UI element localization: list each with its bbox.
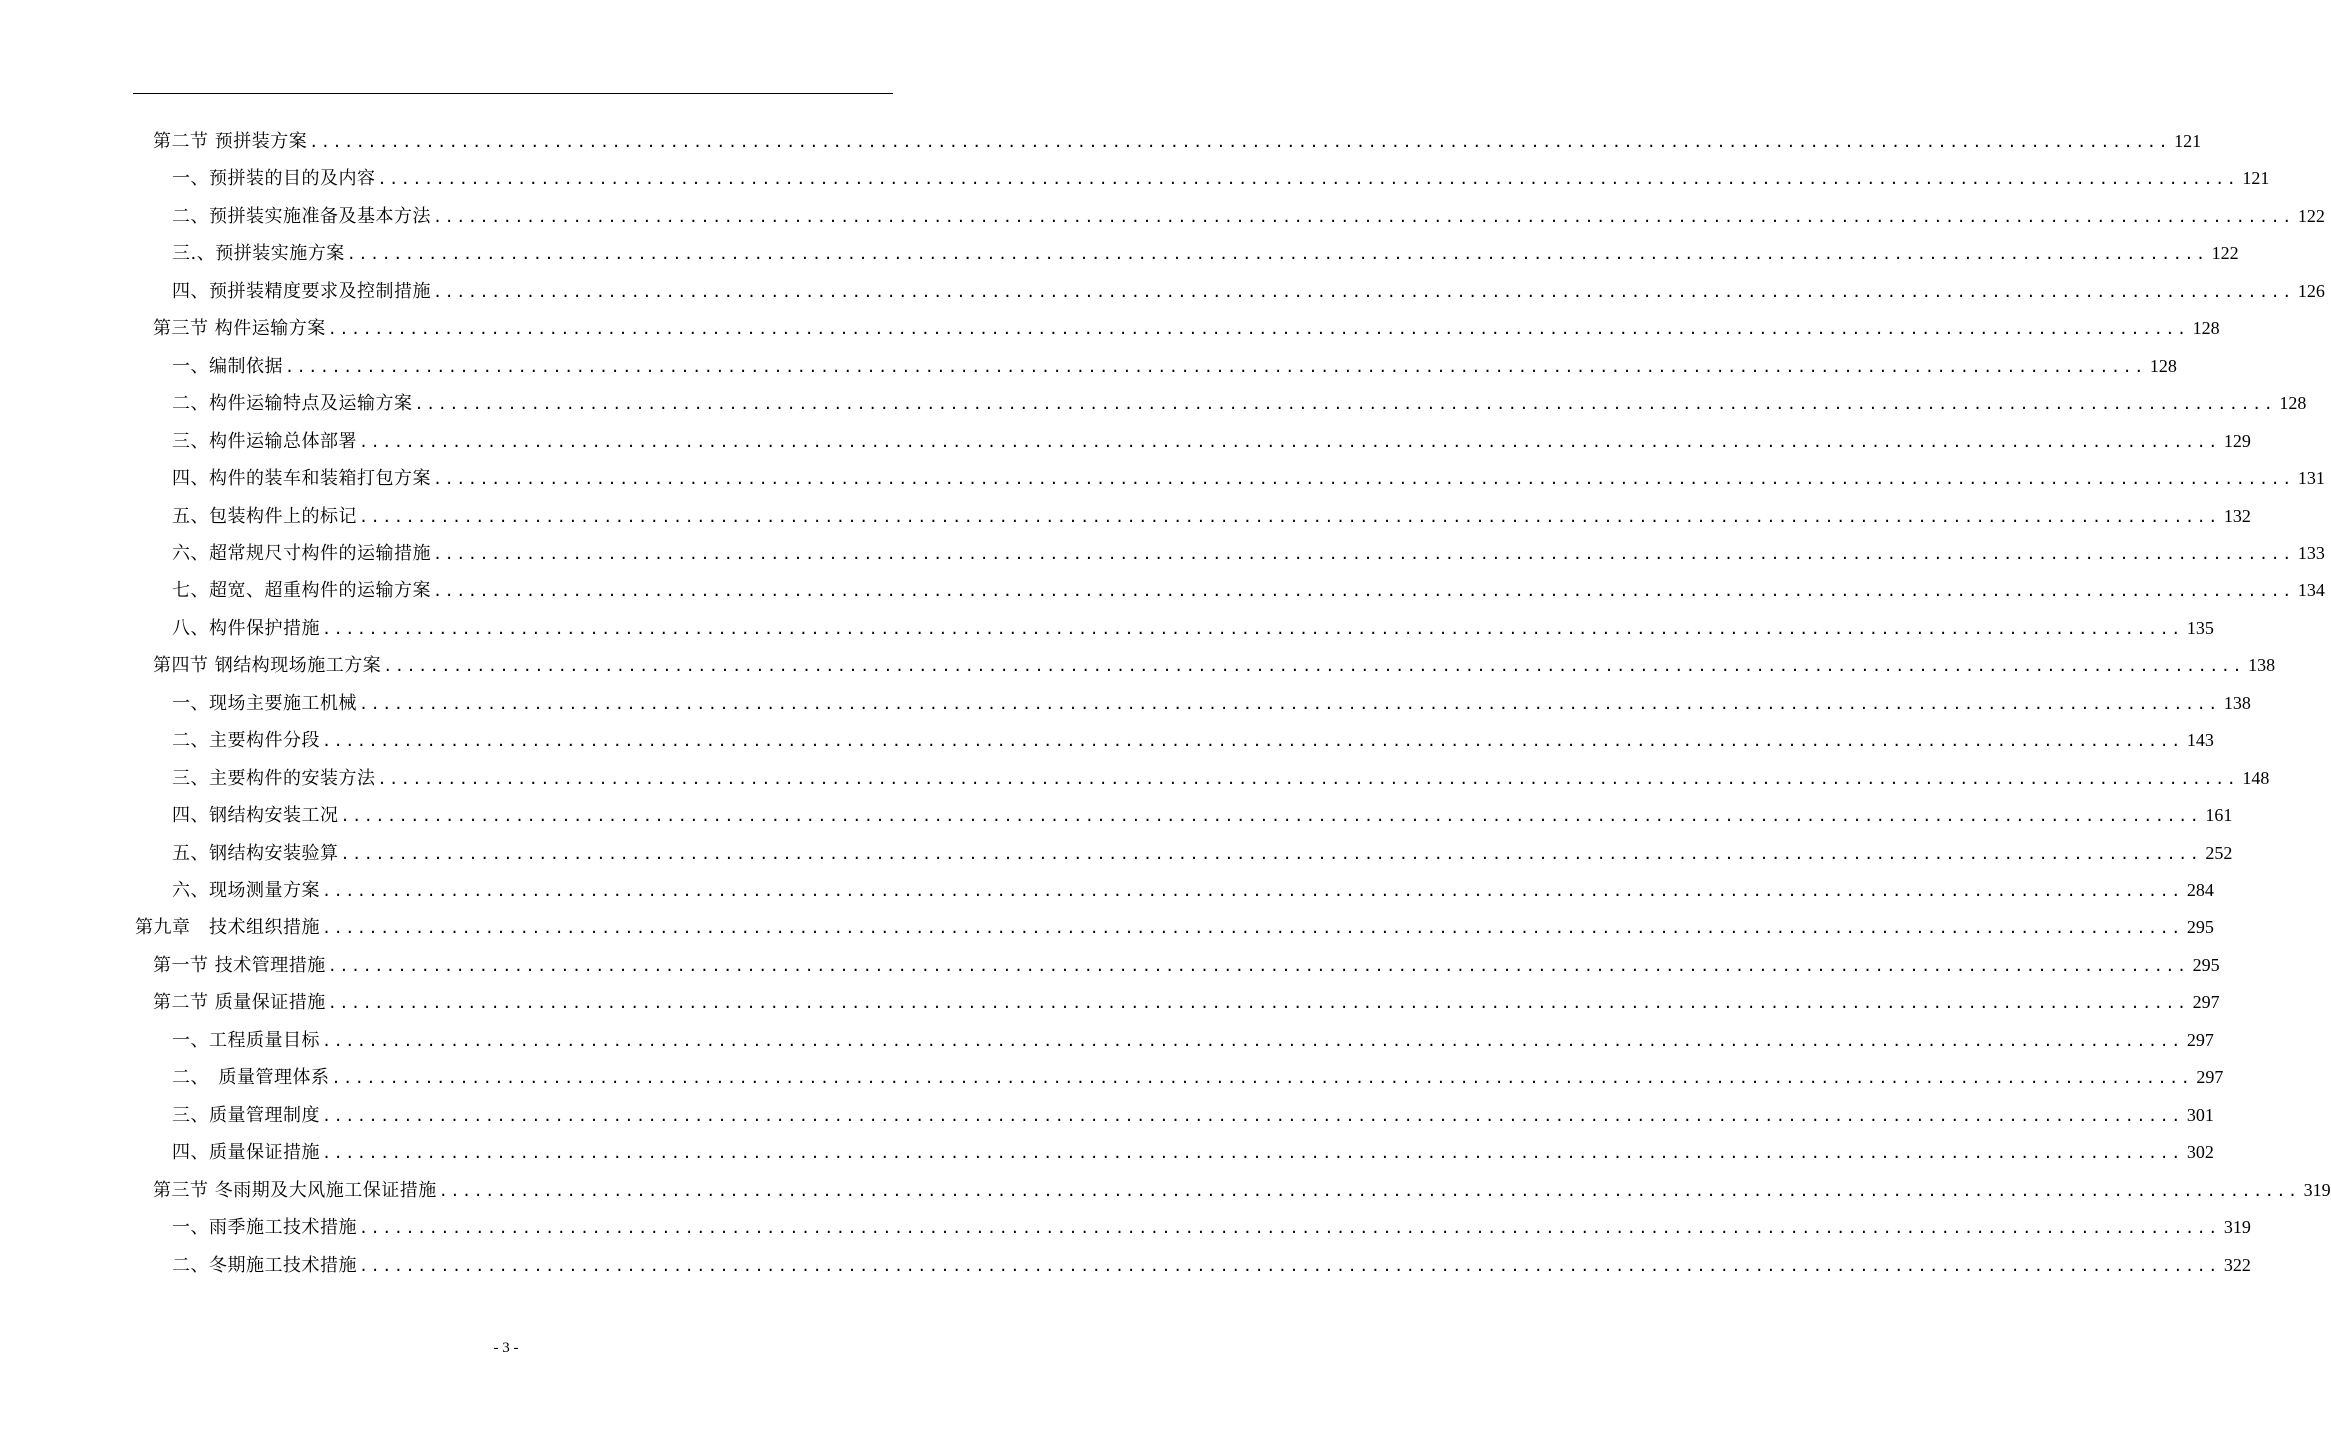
toc-entry-title: 五、包装构件上的标记: [172, 506, 357, 527]
toc-entry[interactable]: [172, 722, 2214, 758]
toc-entry[interactable]: [172, 835, 2233, 871]
toc-entry-page: 297: [2192, 992, 2220, 1012]
toc-leader-dots: ................................................................................................................................................................: [359, 433, 2220, 451]
toc-entry-title: 四、预拼装精度要求及控制措施: [172, 281, 431, 302]
toc-entry-page: 131: [2297, 468, 2325, 488]
toc-entry[interactable]: [172, 685, 2251, 721]
toc-entry-title: 二、主要构件分段: [172, 730, 320, 751]
toc-entry-page: 126: [2297, 281, 2325, 301]
toc-entry[interactable]: [153, 1172, 2331, 1208]
toc-entry-title: 第三节 冬雨期及大风施工保证措施: [153, 1180, 437, 1201]
toc-entry-page: 122: [2297, 206, 2325, 226]
toc-entry-page: 128: [2279, 393, 2307, 413]
header-rule: [133, 93, 893, 94]
toc-entry-page: 302: [2186, 1142, 2214, 1162]
toc-entry-title: 第一节 技术管理措施: [153, 955, 326, 976]
toc-entry-title: 三、质量管理制度: [172, 1105, 320, 1126]
toc-entry-title: 六、现场测量方案: [172, 880, 320, 901]
toc-leader-dots: ................................................................................................................................................................: [359, 1257, 2220, 1275]
toc-entry-title: 二、预拼装实施准备及基本方法: [172, 206, 431, 227]
toc-entry-page: 138: [2223, 693, 2251, 713]
toc-entry-title: 第九章 技术组织措施: [135, 917, 320, 938]
toc-entry-title: 三、主要构件的安装方法: [172, 768, 376, 789]
toc-leader-dots: ................................................................................................................................................................: [438, 1182, 2300, 1200]
toc-leader-dots: ................................................................................................................................................................: [309, 133, 2171, 151]
toc-entry[interactable]: [172, 348, 2177, 384]
toc-entry[interactable]: [172, 1247, 2251, 1283]
toc-leader-dots: ................................................................................................................................................................: [331, 1069, 2193, 1087]
toc-leader-dots: ................................................................................................................................................................: [377, 770, 2239, 788]
toc-entry-page: 122: [2211, 243, 2239, 263]
page-number: - 3 -: [493, 1340, 519, 1356]
toc-entry-page: 295: [2192, 955, 2220, 975]
toc-entry-title: 八、构件保护措施: [172, 618, 320, 639]
toc-entry[interactable]: [172, 273, 2325, 309]
toc-leader-dots: ................................................................................................................................................................: [433, 283, 2294, 301]
toc-entry-page: 297: [2196, 1067, 2224, 1087]
toc-entry-page: 134: [2297, 580, 2325, 600]
toc-leader-dots: ................................................................................................................................................................: [383, 657, 2245, 675]
toc-entry-title: 二、构件运输特点及运输方案: [172, 393, 413, 414]
toc-entry-page: 295: [2186, 917, 2214, 937]
toc-entry[interactable]: [153, 947, 2220, 983]
toc-entry-page: 133: [2297, 543, 2325, 563]
toc-entry-title: 一、现场主要施工机械: [172, 693, 357, 714]
toc-entry[interactable]: [153, 310, 2220, 346]
toc-leader-dots: ................................................................................................................................................................: [322, 620, 2183, 638]
toc-entry[interactable]: [172, 797, 2233, 833]
toc-entry-title: 第三节 构件运输方案: [153, 318, 326, 339]
toc-entry-title: 一、雨季施工技术措施: [172, 1217, 357, 1238]
toc-leader-dots: ................................................................................................................................................................: [327, 957, 2189, 975]
toc-entry-page: 132: [2223, 506, 2251, 526]
toc-entry-page: 161: [2205, 805, 2233, 825]
toc-leader-dots: ................................................................................................................................................................: [285, 358, 2146, 376]
toc-leader-dots: ................................................................................................................................................................: [433, 208, 2294, 226]
toc-leader-dots: ................................................................................................................................................................: [340, 807, 2202, 825]
toc-leader-dots: ................................................................................................................................................................: [433, 470, 2294, 488]
toc-entry-title: 一、预拼装的目的及内容: [172, 168, 376, 189]
toc-entry-title: 七、超宽、超重构件的运输方案: [172, 580, 431, 601]
toc-leader-dots: ................................................................................................................................................................: [322, 732, 2183, 750]
toc-leader-dots: ................................................................................................................................................................: [377, 170, 2239, 188]
toc-entry-page: 121: [2242, 168, 2270, 188]
toc-leader-dots: ................................................................................................................................................................: [359, 508, 2220, 526]
toc-entry[interactable]: [135, 909, 2214, 945]
toc-entry-title: 四、构件的装车和装箱打包方案: [172, 468, 431, 489]
toc-entry-page: 128: [2192, 318, 2220, 338]
toc-entry-page: 128: [2149, 356, 2177, 376]
toc-entry-page: 319: [2223, 1217, 2251, 1237]
toc-entry[interactable]: [153, 123, 2202, 159]
toc-leader-dots: ................................................................................................................................................................: [327, 320, 2189, 338]
toc-entry-title: 二、 质量管理体系: [172, 1067, 330, 1088]
toc-entry[interactable]: [172, 535, 2325, 571]
toc-entry[interactable]: [172, 460, 2325, 496]
toc-entry-title: 四、质量保证措施: [172, 1142, 320, 1163]
toc-leader-dots: ................................................................................................................................................................: [327, 994, 2189, 1012]
toc-leader-dots: ................................................................................................................................................................: [359, 1219, 2220, 1237]
toc-entry-title: 第四节 钢结构现场施工方案: [153, 655, 382, 676]
toc-entry-page: 148: [2242, 768, 2270, 788]
toc-entry-title: 三、构件运输总体部署: [172, 431, 357, 452]
toc-leader-dots: ................................................................................................................................................................: [359, 695, 2220, 713]
toc-entry-page: 143: [2186, 730, 2214, 750]
toc-entry[interactable]: [172, 160, 2270, 196]
toc-entry-title: 第二节 预拼装方案: [153, 131, 308, 152]
toc-leader-dots: ................................................................................................................................................................: [322, 882, 2183, 900]
toc-entry[interactable]: [172, 1097, 2214, 1133]
toc-entry-title: 第二节 质量保证措施: [153, 992, 326, 1013]
toc-entry-title: 一、工程质量目标: [172, 1030, 320, 1051]
toc-entry-page: 135: [2186, 618, 2214, 638]
toc-leader-dots: ................................................................................................................................................................: [322, 1107, 2183, 1125]
toc-leader-dots: ................................................................................................................................................................: [322, 919, 2183, 937]
toc-entry-title: 四、钢结构安装工况: [172, 805, 339, 826]
toc-entry[interactable]: [172, 760, 2270, 796]
toc-entry-page: 138: [2248, 655, 2276, 675]
toc-entry-page: 319: [2303, 1180, 2331, 1200]
toc-leader-dots: ................................................................................................................................................................: [414, 395, 2276, 413]
toc-leader-dots: ................................................................................................................................................................: [433, 545, 2294, 563]
toc-entry-title: 五、钢结构安装验算: [172, 843, 339, 864]
toc-entry[interactable]: [172, 423, 2251, 459]
toc-entry[interactable]: [172, 1209, 2251, 1245]
toc-leader-dots: ................................................................................................................................................................: [322, 1032, 2183, 1050]
toc-leader-dots: ................................................................................................................................................................: [340, 845, 2202, 863]
toc-leader-dots: ................................................................................................................................................................: [433, 582, 2294, 600]
toc-entry[interactable]: [172, 872, 2214, 908]
toc-entry[interactable]: [172, 1022, 2214, 1058]
toc-leader-dots: ................................................................................................................................................................: [346, 245, 2208, 263]
toc-entry-page: 297: [2186, 1030, 2214, 1050]
toc-leader-dots: ................................................................................................................................................................: [322, 1144, 2183, 1162]
toc-entry[interactable]: [153, 984, 2220, 1020]
toc-entry-title: 六、超常规尺寸构件的运输措施: [172, 543, 431, 564]
toc-entry[interactable]: [172, 235, 2239, 271]
toc-entry[interactable]: [153, 647, 2276, 683]
toc-entry-page: 129: [2223, 431, 2251, 451]
toc-entry-title: 三.、预拼装实施方案: [172, 243, 345, 264]
toc-entry[interactable]: [172, 198, 2325, 234]
toc-entry[interactable]: [172, 572, 2325, 608]
toc-entry-title: 一、编制依据: [172, 356, 283, 377]
toc-entry-page: 322: [2223, 1255, 2251, 1275]
toc-entry[interactable]: [172, 498, 2251, 534]
toc-entry-page: 284: [2186, 880, 2214, 900]
toc-entry[interactable]: [172, 1134, 2214, 1170]
toc-entry[interactable]: [172, 385, 2307, 421]
toc-entry-title: 二、冬期施工技术措施: [172, 1255, 357, 1276]
toc-entry[interactable]: [172, 1059, 2224, 1095]
toc-entry-page: 252: [2205, 843, 2233, 863]
toc-entry-page: 301: [2186, 1105, 2214, 1125]
toc-entry-page: 121: [2174, 131, 2202, 151]
toc-entry[interactable]: [172, 610, 2214, 646]
